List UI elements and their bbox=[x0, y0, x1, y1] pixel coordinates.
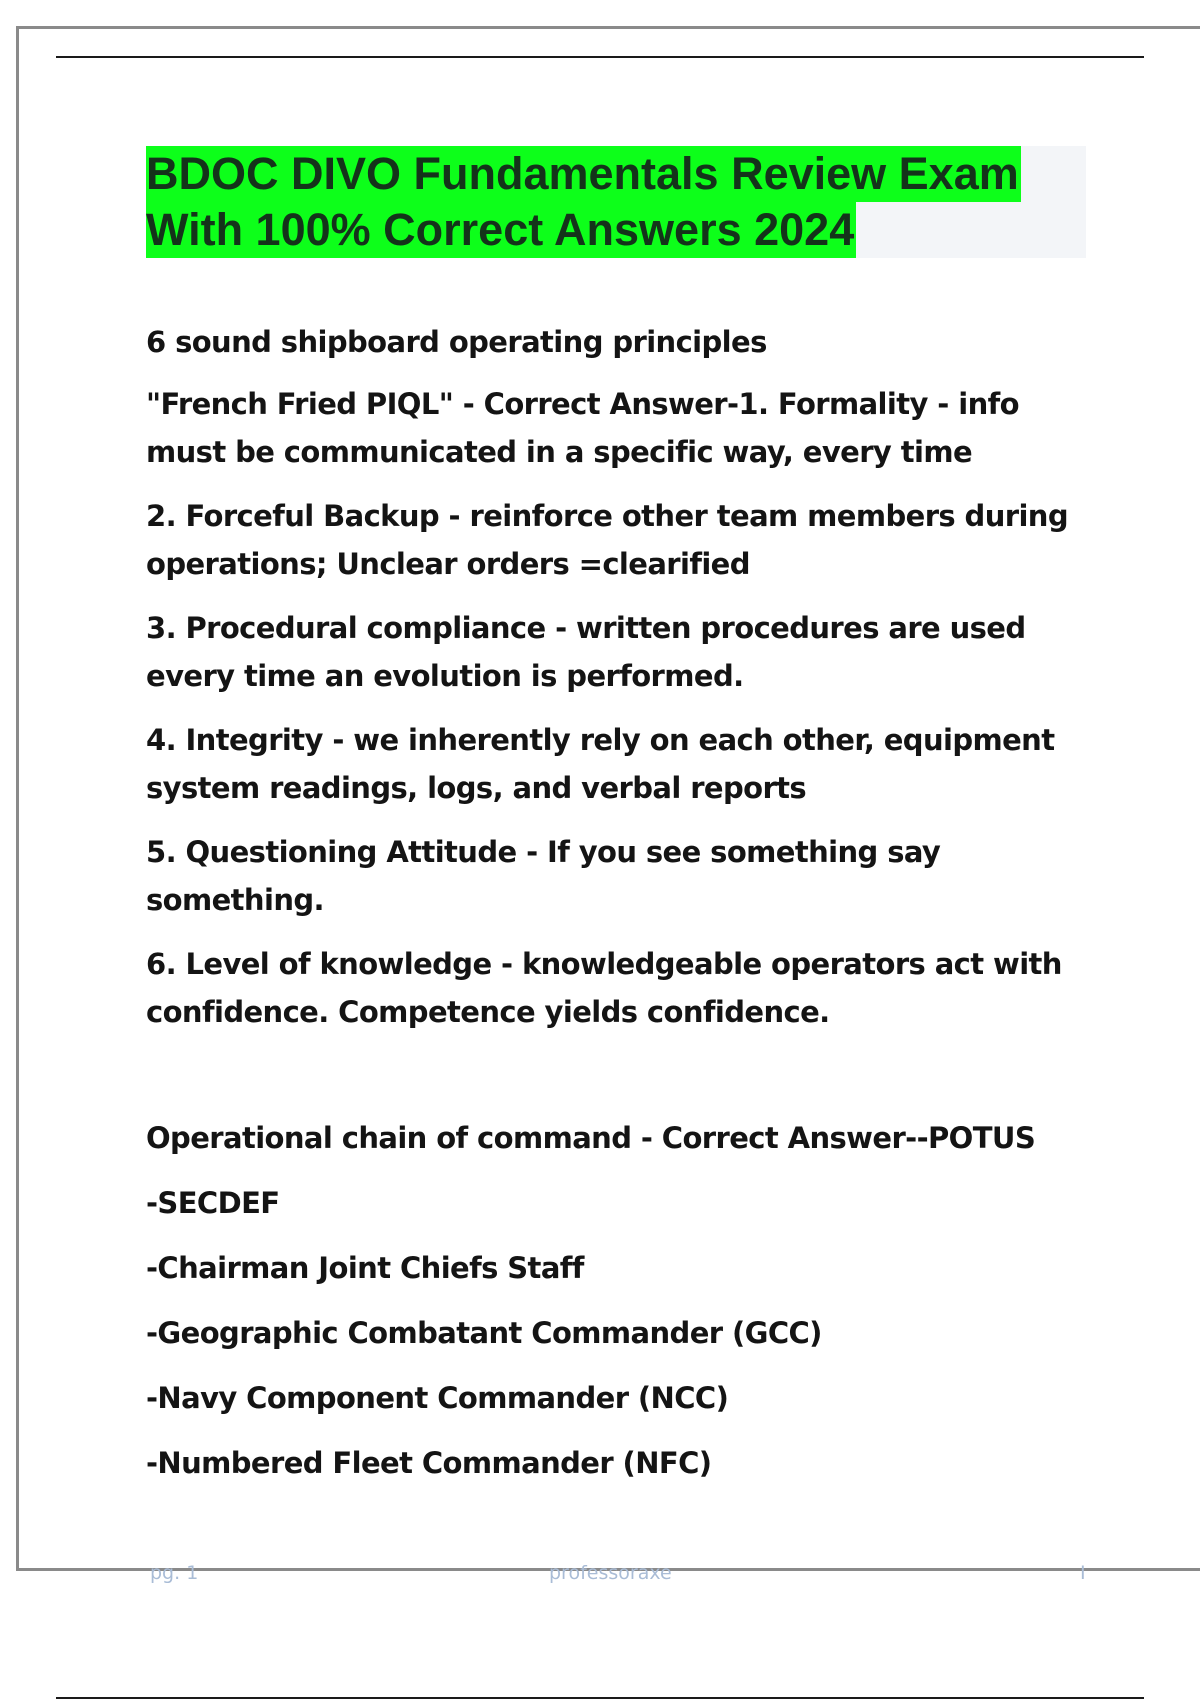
answer-paragraph: 6. Level of knowledge - knowledgeable operators act with confidence. Competence yields confidence. bbox=[146, 947, 1062, 1029]
chain-item: -Geographic Combatant Commander (GCC) bbox=[146, 1316, 822, 1350]
chain-item: -Navy Component Commander (NCC) bbox=[146, 1381, 729, 1415]
chain-of-command-heading: Operational chain of command - Correct Answer--POTUS bbox=[146, 1121, 1036, 1155]
footer-author: professoraxe bbox=[549, 1562, 672, 1584]
answer-paragraph: 2. Forceful Backup - reinforce other team members during operations; Unclear orders =clearified bbox=[146, 499, 1068, 581]
chain-item: -SECDEF bbox=[146, 1186, 280, 1220]
question-heading: 6 sound shipboard operating principles bbox=[146, 325, 767, 359]
title-line-2: With 100% Correct Answers 2024 bbox=[146, 202, 856, 258]
answer-paragraph: 4. Integrity - we inherently rely on each other, equipment system readings, logs, and verbal reports bbox=[146, 723, 1055, 805]
chain-item: -Numbered Fleet Commander (NFC) bbox=[146, 1446, 712, 1480]
title-line-1: BDOC DIVO Fundamentals Review Exam bbox=[146, 146, 1021, 202]
answer-paragraph: 5. Questioning Attitude - If you see something say something. bbox=[146, 835, 941, 917]
page-number: pg. 1 bbox=[150, 1562, 199, 1584]
page-footer bbox=[0, 1556, 1200, 1596]
answer-paragraph: 3. Procedural compliance - written procedures are used every time an evolution is performed. bbox=[146, 611, 1026, 693]
header-rule bbox=[56, 56, 1144, 58]
footer-mark: I bbox=[1080, 1562, 1086, 1584]
section-gap bbox=[146, 1052, 1086, 1114]
document-body bbox=[146, 318, 1086, 1504]
chain-item: -Chairman Joint Chiefs Staff bbox=[146, 1251, 584, 1285]
answer-paragraph: "French Fried PIQL" - Correct Answer-1. Formality - info must be communicated in a specific way, every time bbox=[146, 387, 1019, 469]
document-title bbox=[146, 146, 1086, 258]
bottom-rule bbox=[56, 1697, 1144, 1699]
